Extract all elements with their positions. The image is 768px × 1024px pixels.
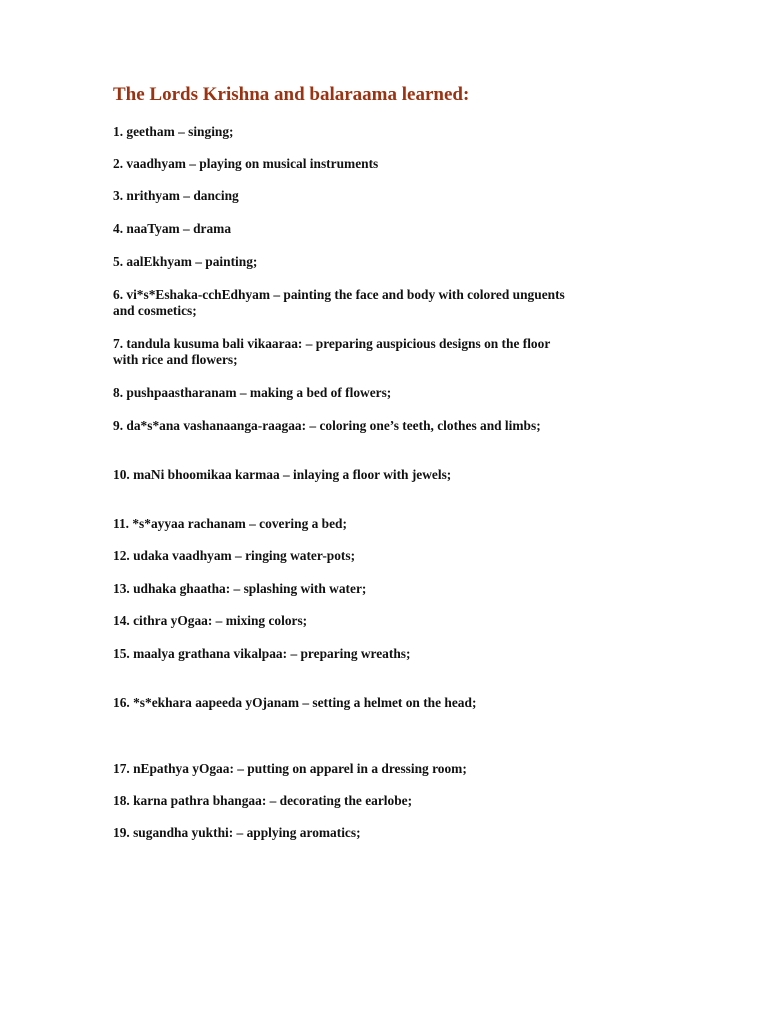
list-item-17: 17. nEpathya yOgaa: – putting on apparel in a dressing room; bbox=[113, 761, 467, 776]
list-item-5: 5. aalEkhyam – painting; bbox=[113, 254, 258, 269]
list-item-15: 15. maalya grathana vikalpaa: – preparing wreaths; bbox=[113, 646, 411, 661]
list-item-14: 14. cithra yOgaa: – mixing colors; bbox=[113, 613, 308, 628]
list-item-13: 13. udhaka ghaatha: – splashing with water; bbox=[113, 581, 367, 596]
list-item-7: 7. tandula kusuma bali vikaaraa: – preparing auspicious designs on the floor with rice and flowers; bbox=[113, 336, 551, 367]
list-item-19: 19. sugandha yukthi: – applying aromatics; bbox=[113, 825, 361, 840]
list-item-12: 12. udaka vaadhyam – ringing water-pots; bbox=[113, 548, 356, 563]
list-item-11: 11. *s*ayyaa rachanam – covering a bed; bbox=[113, 516, 347, 531]
list-item-2: 2. vaadhyam – playing on musical instruments bbox=[113, 156, 379, 171]
list-item-8: 8. pushpaastharanam – making a bed of flowers; bbox=[113, 385, 392, 400]
list-item-4: 4. naaTyam – drama bbox=[113, 221, 232, 236]
list-item-1: 1. geetham – singing; bbox=[113, 124, 234, 139]
list-item-18: 18. karna pathra bhangaa: – decorating the earlobe; bbox=[113, 793, 413, 808]
list-item-6: 6. vi*s*Eshaka-cchEdhyam – painting the face and body with colored unguents and cosmetics; bbox=[113, 287, 565, 318]
document-title: The Lords Krishna and balaraama learned: bbox=[113, 84, 470, 105]
list-item-16: 16. *s*ekhara aapeeda yOjanam – setting a helmet on the head; bbox=[113, 695, 477, 710]
list-item-3: 3. nrithyam – dancing bbox=[113, 188, 239, 203]
list-item-10: 10. maNi bhoomikaa karmaa – inlaying a floor with jewels; bbox=[113, 467, 452, 482]
list-item-9: 9. da*s*ana vashanaanga-raagaa: – coloring one’s teeth, clothes and limbs; bbox=[113, 418, 541, 433]
